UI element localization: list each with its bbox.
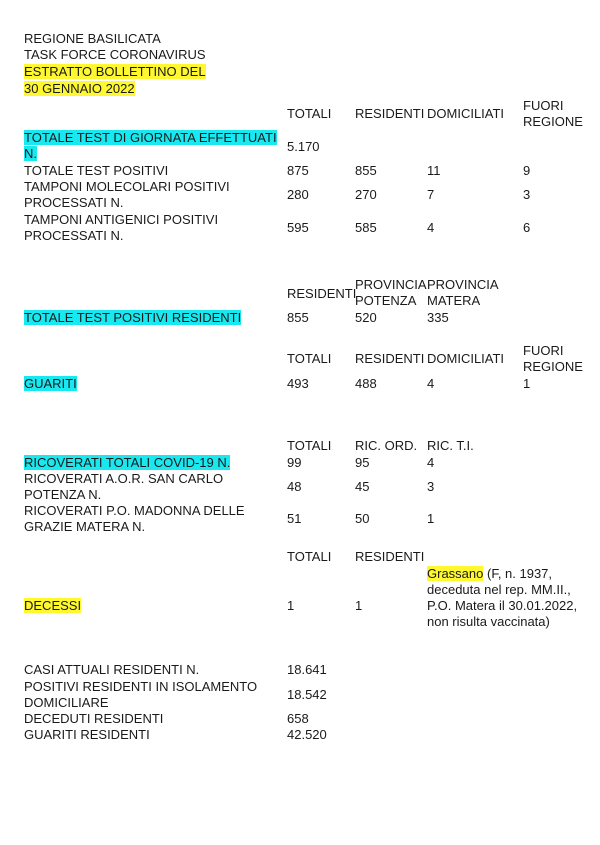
col-domiciliati: DOMICILIATI — [427, 106, 505, 121]
dec-col-residenti: RESIDENTI — [355, 549, 425, 564]
ricoverati-total-totali: 99 — [287, 455, 302, 470]
decessi-place: Grassano — [427, 566, 484, 581]
dec-col-totali: TOTALI — [287, 549, 332, 564]
decessi-label: DECESSI — [24, 598, 82, 613]
total-tests-label-n: N. — [24, 146, 37, 161]
header-date: 30 GENNAIO 2022 — [24, 81, 135, 96]
ric-row-ord: 50 — [355, 511, 370, 526]
res-col-mt: PROVINCIA — [427, 277, 499, 292]
guariti-domiciliati: 4 — [427, 376, 435, 391]
col-regione: REGIONE — [523, 114, 583, 129]
decessi-note-4: non risulta vaccinata) — [427, 614, 550, 629]
decessi-residenti: 1 — [355, 598, 363, 613]
ric-row-totali: 51 — [287, 511, 302, 526]
row-residenti: 585 — [355, 220, 377, 235]
summary-value: 658 — [287, 711, 309, 726]
ric-row-ord: 45 — [355, 479, 370, 494]
row-fuori: 6 — [523, 220, 531, 235]
ric-row-label: RICOVERATI A.O.R. SAN CARLO — [24, 471, 224, 486]
ric-row-ti: 3 — [427, 479, 435, 494]
row-totali: 595 — [287, 220, 309, 235]
ric-row-totali: 48 — [287, 479, 302, 494]
ric-col-ti: RIC. T.I. — [427, 438, 474, 453]
row-label: TOTALE TEST POSITIVI — [24, 163, 169, 178]
res-col-pz: PROVINCIA — [355, 277, 427, 292]
gua-col-fuori: FUORI — [523, 343, 564, 358]
row-domiciliati: 11 — [427, 163, 441, 178]
col-totali: TOTALI — [287, 106, 332, 121]
row-domiciliati: 7 — [427, 187, 435, 202]
res-col-mt-2: MATERA — [427, 293, 481, 308]
row-fuori: 9 — [523, 163, 531, 178]
decessi-note-1 — [427, 566, 552, 582]
summary-value: 42.520 — [287, 727, 327, 742]
ricoverati-total-label: RICOVERATI TOTALI COVID-19 N. — [24, 455, 231, 470]
summary-label: POSITIVI RESIDENTI IN ISOLAMENTO — [24, 679, 258, 694]
guariti-fuori: 1 — [523, 376, 531, 391]
header-region: REGIONE BASILICATA — [24, 31, 161, 46]
total-tests-value: 5.170 — [287, 139, 320, 154]
ric-col-totali: TOTALI — [287, 438, 332, 453]
summary-label: CASI ATTUALI RESIDENTI N. — [24, 662, 200, 677]
res-col-pz-2: POTENZA — [355, 293, 417, 308]
total-tests-label: TOTALE TEST DI GIORNATA EFFETTUATI — [24, 130, 277, 145]
col-fuori: FUORI — [523, 98, 564, 113]
row-label-2: PROCESSATI N. — [24, 195, 124, 210]
col-residenti: RESIDENTI — [355, 106, 425, 121]
gua-col-residenti: RESIDENTI — [355, 351, 425, 366]
row-totali: 875 — [287, 163, 309, 178]
row-residenti: 855 — [355, 163, 377, 178]
res-col-residenti: RESIDENTI — [287, 286, 357, 301]
ricoverati-total-ti: 4 — [427, 455, 435, 470]
row-fuori: 3 — [523, 187, 531, 202]
decessi-note-2: deceduta nel rep. MM.II., — [427, 582, 571, 597]
summary-value: 18.641 — [287, 662, 327, 677]
summary-label: GUARITI RESIDENTI — [24, 727, 150, 742]
summary-value: 18.542 — [287, 687, 327, 702]
ric-row-label-2: GRAZIE MATERA N. — [24, 519, 146, 534]
decessi-note-3: P.O. Matera il 30.01.2022, — [427, 598, 578, 613]
gua-col-regione: REGIONE — [523, 359, 583, 374]
row-label-2: PROCESSATI N. — [24, 228, 124, 243]
potenza-value: 520 — [355, 310, 377, 325]
ric-row-label: RICOVERATI P.O. MADONNA DELLE — [24, 503, 245, 518]
residents-value: 855 — [287, 310, 309, 325]
header-bulletin: ESTRATTO BOLLETTINO DEL — [24, 64, 206, 79]
residents-label: TOTALE TEST POSITIVI RESIDENTI — [24, 310, 242, 325]
header-taskforce: TASK FORCE CORONAVIRUS — [24, 47, 206, 62]
gua-col-domiciliati: DOMICILIATI — [427, 351, 505, 366]
decessi-note-text: (F, n. 1937, — [483, 566, 553, 581]
guariti-label: GUARITI — [24, 376, 77, 391]
guariti-residenti: 488 — [355, 376, 377, 391]
ric-col-ord: RIC. ORD. — [355, 438, 418, 453]
ric-row-ti: 1 — [427, 511, 435, 526]
gua-col-totali: TOTALI — [287, 351, 332, 366]
matera-value: 335 — [427, 310, 449, 325]
row-totali: 280 — [287, 187, 309, 202]
ricoverati-total-ord: 95 — [355, 455, 370, 470]
ric-row-label-2: POTENZA N. — [24, 487, 102, 502]
summary-label-2: DOMICILIARE — [24, 695, 109, 710]
row-label: TAMPONI MOLECOLARI POSITIVI — [24, 179, 230, 194]
row-label: TAMPONI ANTIGENICI POSITIVI — [24, 212, 219, 227]
row-domiciliati: 4 — [427, 220, 435, 235]
row-residenti: 270 — [355, 187, 377, 202]
guariti-totali: 493 — [287, 376, 309, 391]
summary-label: DECEDUTI RESIDENTI — [24, 711, 164, 726]
decessi-totali: 1 — [287, 598, 295, 613]
